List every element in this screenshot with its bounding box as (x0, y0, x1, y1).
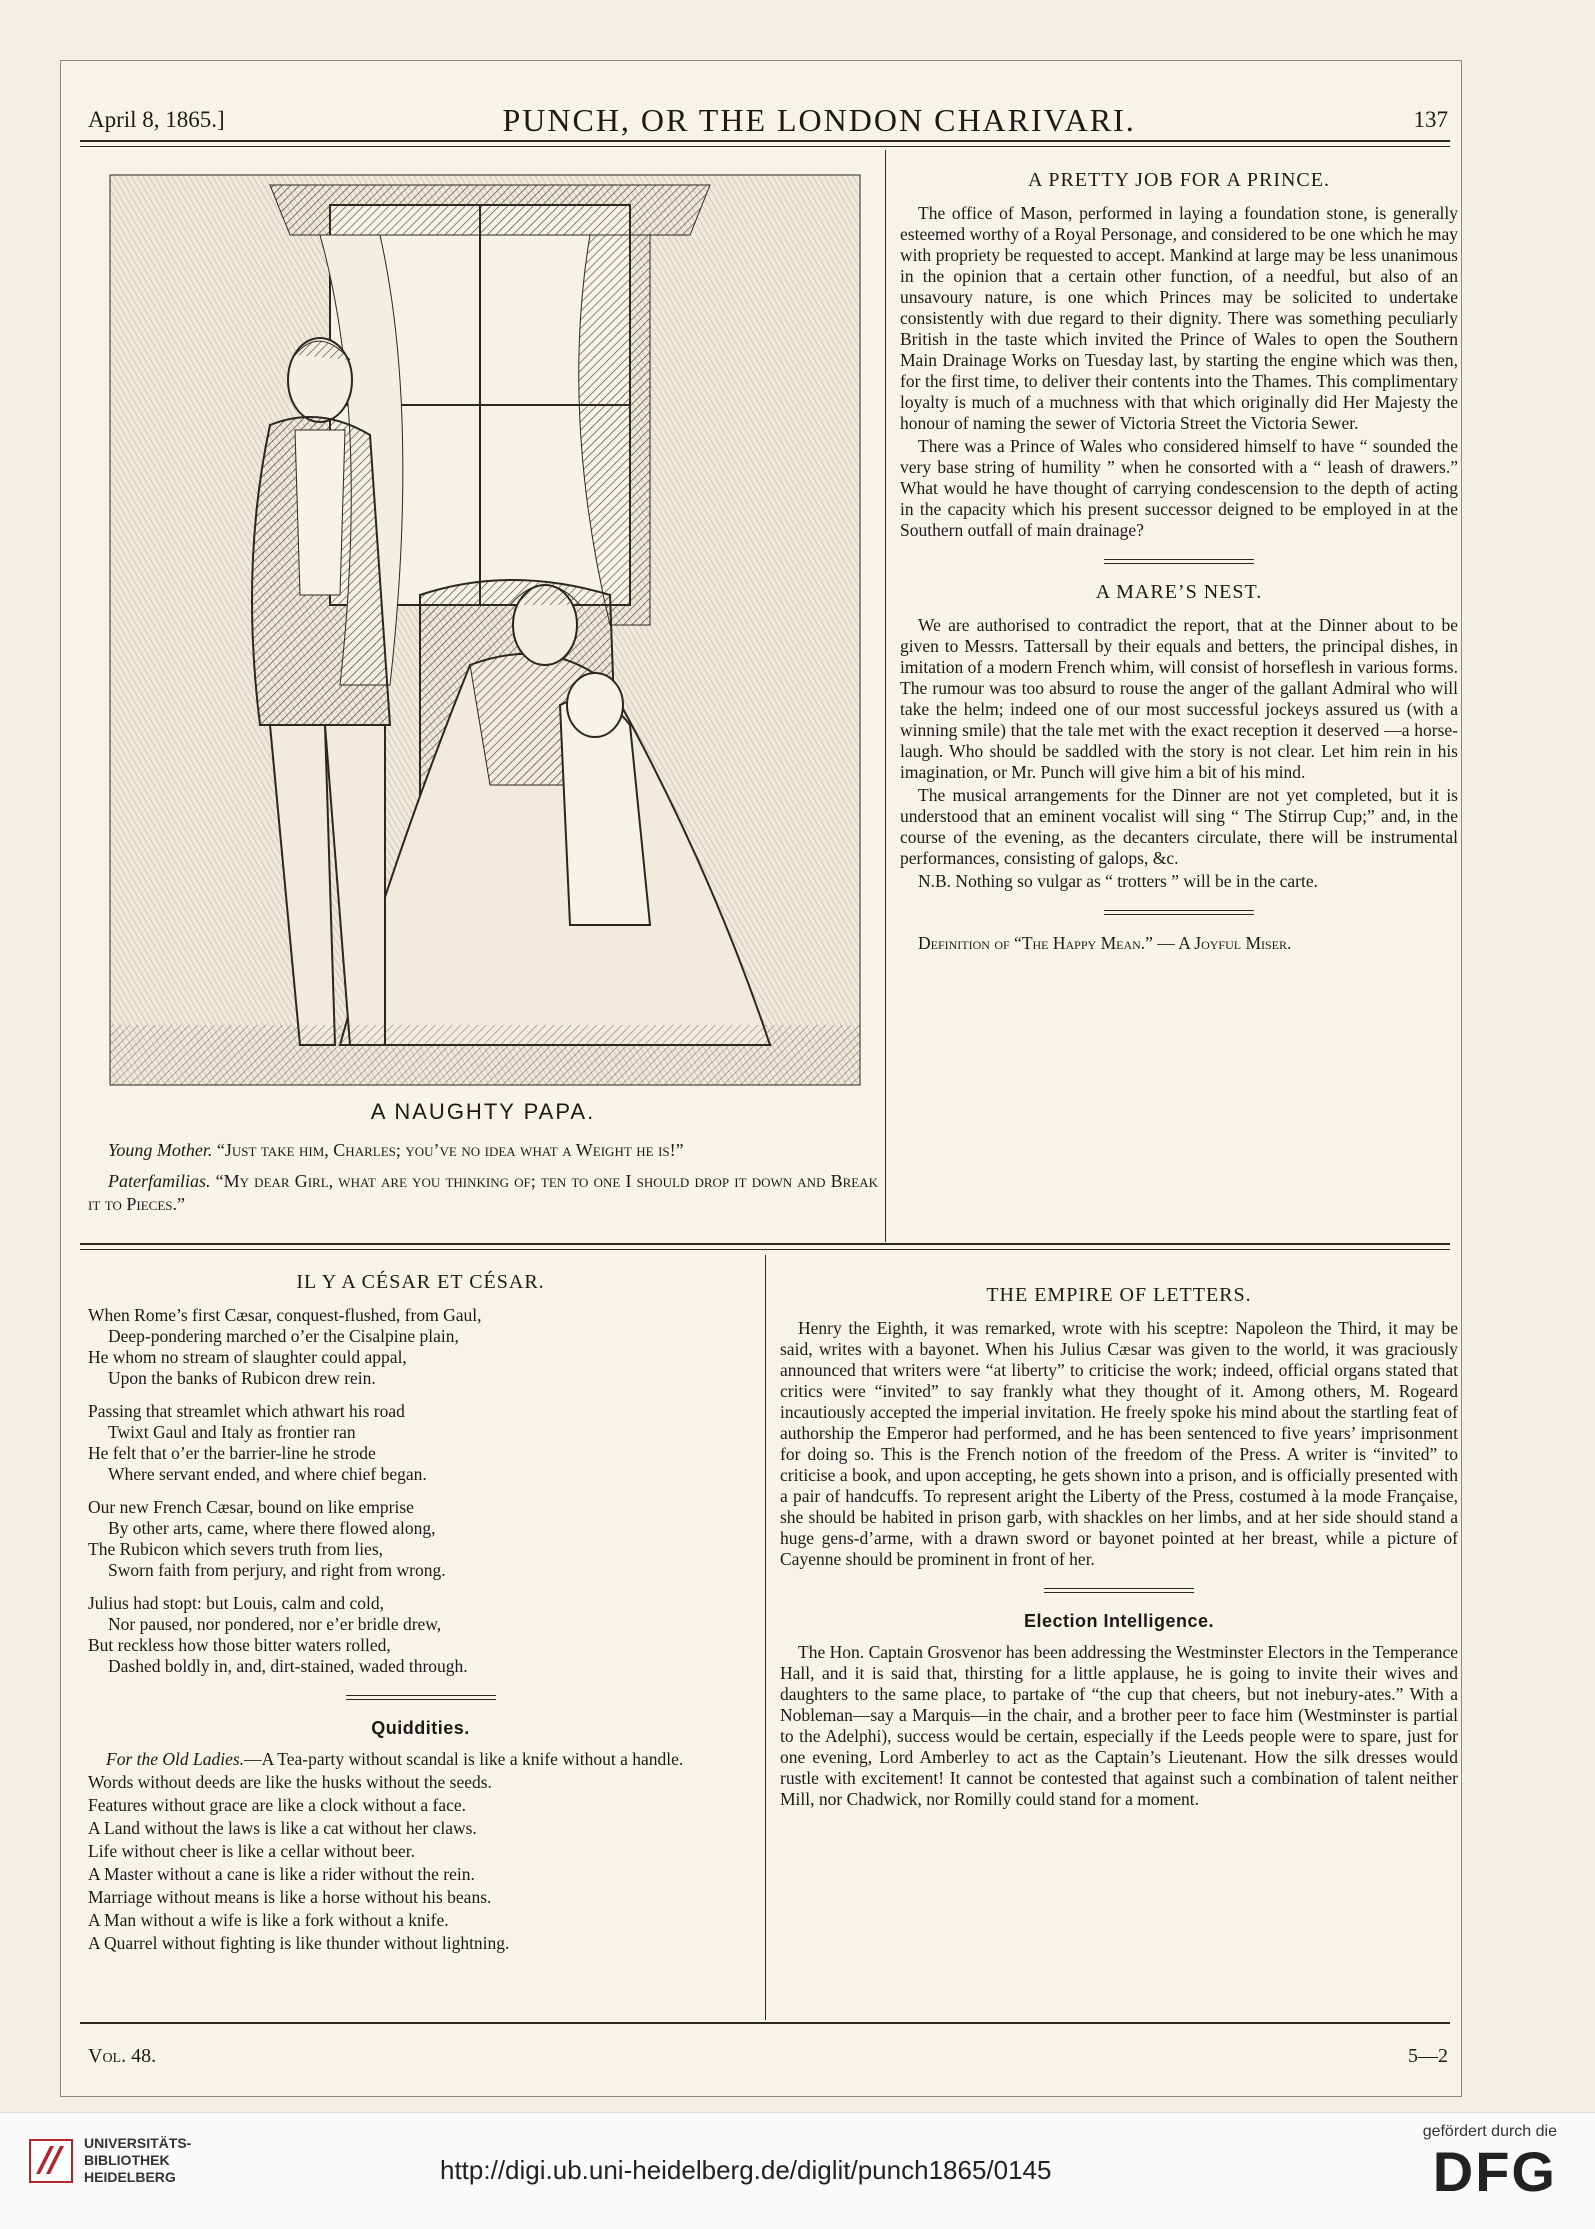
library-emblem-icon (28, 2138, 74, 2184)
mid-rule-thin (80, 1249, 1450, 1250)
maxim-line: Life without cheer is like a cellar without beer. (88, 1841, 416, 1861)
maxim-line: A Man without a wife is like a fork without a knife. (88, 1910, 449, 1930)
definition-text: Definition of “The Happy Mean.” — A Joyful Miser. (918, 933, 1292, 953)
library-name (84, 2135, 191, 2186)
section-title: Quiddities. (371, 1718, 470, 1738)
poem-line: Julius had stopt: but Louis, calm and cold, (88, 1593, 385, 1613)
article-paragraph: Henry the Eighth, it was remarked, wrote with his sceptre: Napoleon the Third, it may be said, writes with a bayonet. When his Julius Cæsar was given to the world, it was graciously announced that writers were “at liberty” to criticise the work; indeed, official organs stated that critics were “invited” to say frankly what they thought of it. Among others, M. Rogeard incautiously accepted the imperial invitation. He freely spoke his mind about the startling feat of authorship the Emperor had performed, and he has been sentenced to five years’ imprisonment for doing so. This is the French notion of the freedom of the Press. A writer is “invited” to criticise a book, and upon accepting, he gets shown into a prison, and is officially presented with a pair of handcuffs. To represent aright the Liberty of the Press, costumed à la mode Française, she should be habited in prison garb, with shackles on her limbs, and at her side should stand a huge gens-d’arme, with a drawn sword or bayonet pointed at her breast, while a picture of Cayenne should be prominent in front of her. (780, 1318, 1458, 1569)
library-bar (0, 2112, 1595, 2229)
article-pretty-job (900, 170, 1458, 956)
maxim-line: Features without grace are like a clock without a face. (88, 1795, 467, 1815)
illustration-caption (88, 1100, 878, 1224)
poem-title: IL Y A CÉSAR ET CÉSAR. (296, 1271, 545, 1293)
header-rule (80, 140, 1450, 142)
poem-stanza (88, 1305, 753, 1389)
article-title: THE EMPIRE OF LETTERS. (986, 1284, 1252, 1306)
article-paragraph: The musical arrangements for the Dinner are not yet completed, but it is understood that an eminent vocalist will sing “ The Stirrup Cup;” and, in the course of the evening, as the decanters circulate, there will be instrumental performances, consisting of galops, &c. (900, 785, 1458, 868)
maxim-line: Marriage without means is like a horse without his beans. (88, 1887, 492, 1907)
article-cesar (88, 1272, 753, 1956)
bottom-rule (80, 2022, 1450, 2024)
article-paragraph: The Hon. Captain Grosvenor has been addressing the Westminster Electors in the Temperance Hall, and it is said that, thirsting for a little applause, he is going to invite their wives and daughters to the same place, to partake of “the cup that cheers, but not inebury-ates.” With a Nobleman—say a Marquis—in the chair, and a brother peer to face him (Westminster is partial to the Adelphi), success would be certain, especially if the Leeds people were to spare, just for one evening, Lord Amberley to act as the Captain’s Lieutenant. How the silk dresses would rustle with excitement! It cannot be contested that against such a combination of talent neither Mill, nor Chadwick, nor Romilly could stand for a moment. (780, 1642, 1458, 1809)
poem-line: Where servant ended, and where chief began. (108, 1464, 427, 1484)
poem-stanza (88, 1497, 753, 1581)
article-empire (780, 1285, 1458, 1812)
caption-speaker-mother: Young Mother. (108, 1140, 213, 1160)
article-paragraph: There was a Prince of Wales who considered himself to have “ sounded the very base string of humility ” when he consorted with a “ leash of drawers.” What would he have thought of carrying condescension to the depth of acting in the capacity which his present successor deigned to be employed in at the Southern outfall of main drainage? (900, 436, 1458, 540)
header-rule-thin (80, 146, 1450, 147)
section-separator (1044, 1588, 1194, 1593)
masthead-title: PUNCH, OR THE LONDON CHARIVARI. (502, 101, 1136, 138)
volume-label: Vol. 48. (88, 2045, 157, 2067)
quiddities-intro (88, 1749, 753, 1770)
caption-text-mother: “Just take him, Charles; you’ve no idea what a Weight he is!” (216, 1140, 684, 1160)
column-divider-top (885, 150, 886, 1242)
maxim-line: A Land without the laws is like a cat without her claws. (88, 1818, 477, 1838)
article-title: A PRETTY JOB FOR A PRINCE. (1028, 169, 1330, 191)
dfg-logo[interactable] (1423, 2123, 1557, 2203)
poem-line: Nor paused, nor pondered, nor e’er bridle drew, (108, 1614, 442, 1634)
article-title: A MARE’S NEST. (1095, 581, 1263, 603)
poem-line: He felt that o’er the barrier-line he strode (88, 1443, 376, 1463)
poem-line: Passing that streamlet which athwart his road (88, 1401, 405, 1421)
article-paragraph: The office of Mason, performed in laying a foundation stone, is generally esteemed worthy of a Royal Personage, and considered to be one which he may with propriety be requested to accept. Mankind at large may be less unanimous in the opinion that a certain other function, of a needful, but also of an unsavoury nature, is one which Princes may be solicited to undertake consistently with due regard to their dignity. There was something peculiarly British in the taste which invited the Prince of Wales to open the Southern Main Drainage Works on Tuesday last, by starting the engine which was then, for the first time, to deliver their contents into the Thames. This complimentary loyalty is much of a muchness with that which originally did Her Majesty the honour of naming the sewer of Victoria Street the Victoria Sewer. (900, 203, 1458, 433)
mid-rule (80, 1243, 1450, 1245)
signature-mark: 5—2 (1408, 2045, 1448, 2067)
dfg-wordmark: DFG (1432, 2140, 1557, 2203)
article-paragraph: We are authorised to contradict the report, that at the Dinner about to be given to Messrs. Tattersall by their equals and betters, the principal dishes, in imitation of a modern French whim, will consist of horseflesh in various forms. The rumour was too absurd to rouse the anger of the gallant Admiral who will take the helm; indeed one of our most successful jockeys assured us (with a winning smile) that the tale met with the exact reception it deserved —a horse-laugh. Who should be saddled with the story is not clear. Let him rein in his imagination, or Mr. Punch will give him a bit of his mind. (900, 615, 1458, 782)
caption-line-father (88, 1170, 878, 1216)
poem-stanza (88, 1593, 753, 1677)
column-divider-bottom (765, 1255, 766, 2020)
article-paragraph: N.B. Nothing so vulgar as “ trotters ” will be in the carte. (918, 871, 1318, 891)
poem-line: Dashed boldly in, and, dirt-stained, waded through. (108, 1656, 468, 1676)
poem-line: By other arts, came, where there flowed along, (108, 1518, 436, 1538)
section-separator (346, 1695, 496, 1700)
library-logo[interactable] (28, 2135, 191, 2186)
section-separator (1104, 910, 1254, 915)
poem-line: Deep-pondering marched o’er the Cisalpine plain, (108, 1326, 459, 1346)
poem-line: He whom no stream of slaughter could appal, (88, 1347, 407, 1367)
caption-speaker-father: Paterfamilias. (108, 1171, 211, 1191)
header-date: April 8, 1865.] (88, 107, 225, 132)
poem-line: But reckless how those bitter waters rolled, (88, 1635, 391, 1655)
maxim-line: A Quarrel without fighting is like thunder without lightning. (88, 1933, 510, 1953)
poem-line: The Rubicon which severs truth from lies, (88, 1539, 384, 1559)
page-number: 137 (1413, 107, 1448, 132)
poem-line: Our new French Cæsar, bound on like emprise (88, 1497, 414, 1517)
illustration-title: A NAUGHTY PAPA. (370, 1099, 596, 1124)
poem-stanza (88, 1401, 753, 1485)
page-footer (88, 2045, 1448, 2068)
caption-line-mother (88, 1139, 878, 1162)
funded-by-text: gefördert durch die (1422, 2123, 1557, 2140)
caption-text-father: “My dear Girl, what are you thinking of; ten to one I should drop it down and Break it to Pieces.” (88, 1171, 878, 1214)
poem-line: When Rome’s first Cæsar, conquest-flushed, from Gaul, (88, 1305, 482, 1325)
poem-line: Upon the banks of Rubicon drew rein. (108, 1368, 376, 1388)
poem-line: Sworn faith from perjury, and right from wrong. (108, 1560, 446, 1580)
naughty-papa-illustration (90, 165, 875, 1100)
library-name-line: UNIVERSITÄTS- (84, 2135, 192, 2151)
digital-object-url[interactable]: http://digi.ub.uni-heidelberg.de/diglit/punch1865/0145 (440, 2155, 1052, 2185)
maxim-line: A Master without a cane is like a rider without the rein. (88, 1864, 475, 1884)
quiddities-intro-label: For the Old Ladies. (106, 1749, 245, 1769)
maxim-line: Words without deeds are like the husks without the seeds. (88, 1772, 492, 1792)
poem-line: Twixt Gaul and Italy as frontier ran (108, 1422, 356, 1442)
library-name-line: HEIDELBERG (84, 2169, 176, 2185)
section-title: Election Intelligence. (1023, 1611, 1215, 1631)
section-separator (1104, 559, 1254, 564)
quiddities-intro-text: —A Tea-party without scandal is like a knife without a handle. (244, 1749, 684, 1769)
page-header (88, 102, 1448, 138)
library-name-line: BIBLIOTHEK (84, 2152, 170, 2168)
